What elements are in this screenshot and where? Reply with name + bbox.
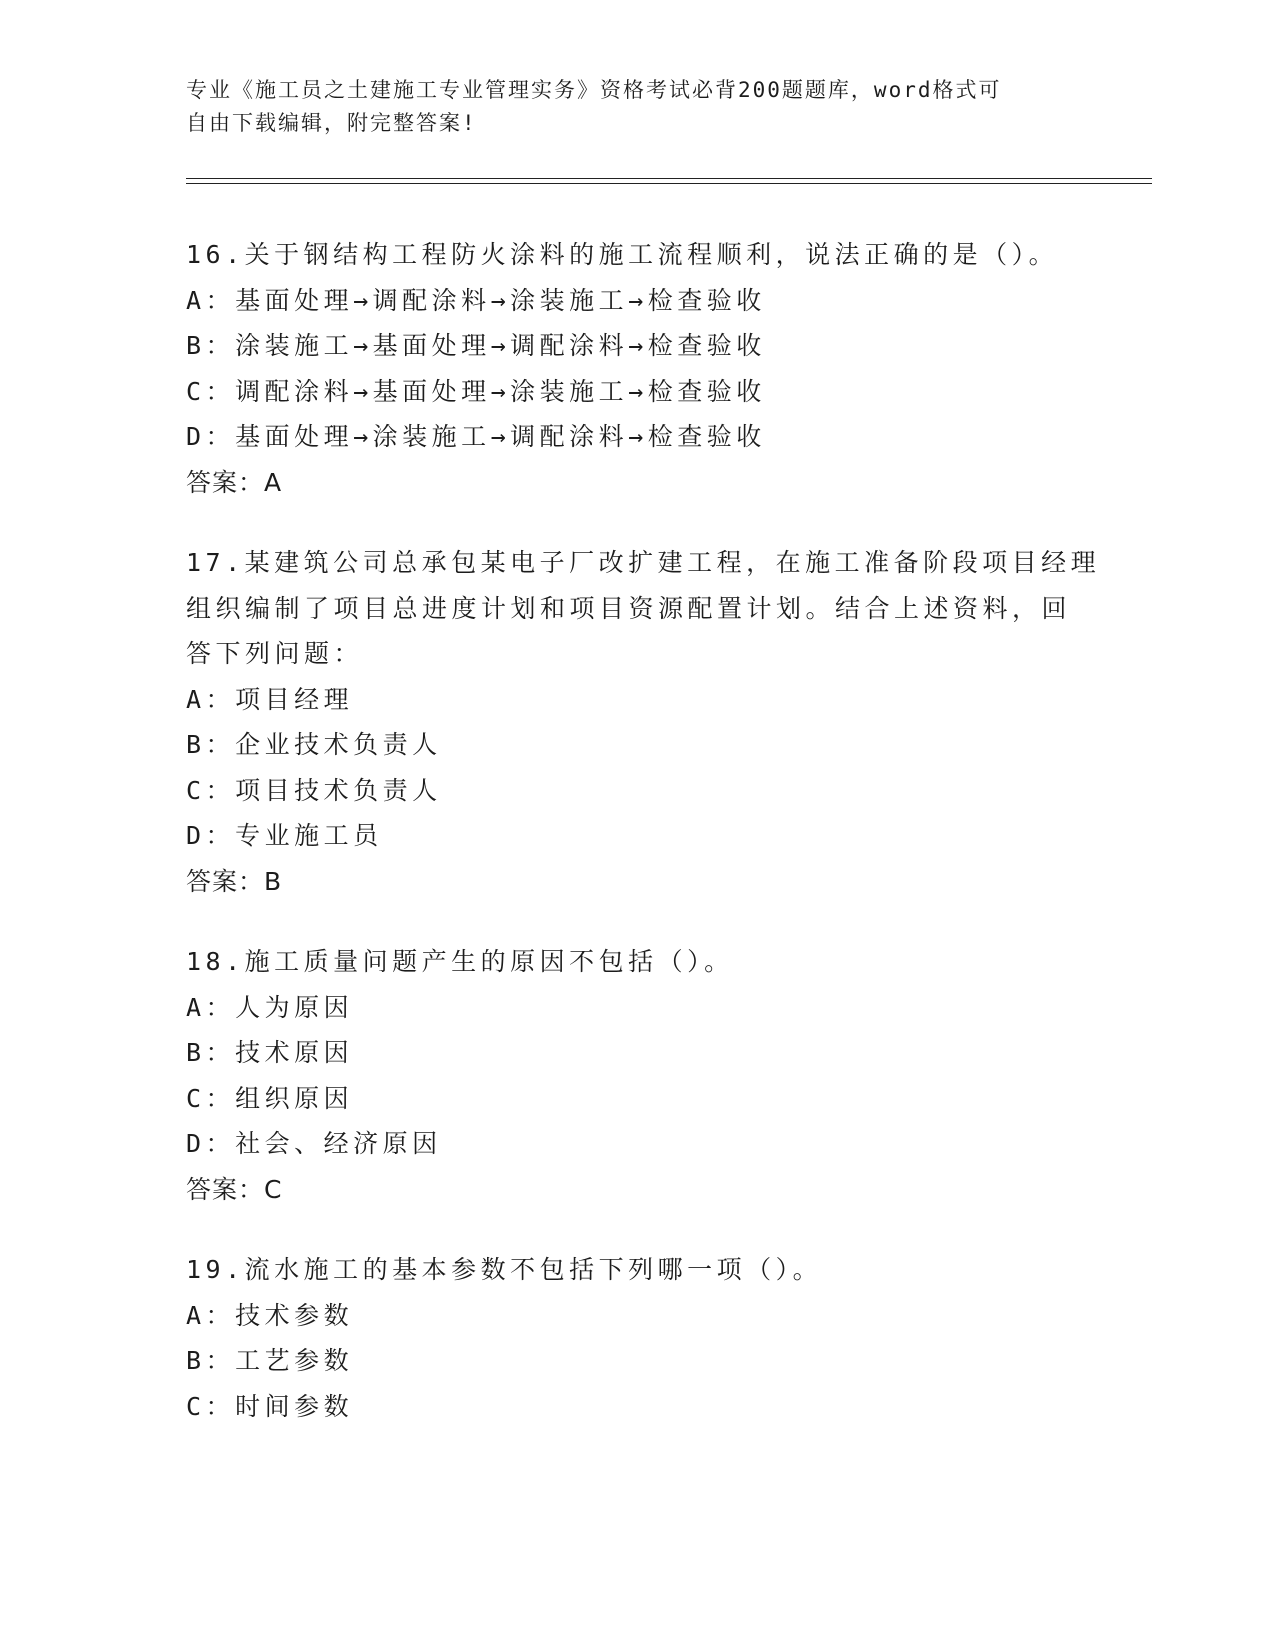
option-text: 社会、经济原因: [235, 1129, 442, 1158]
question-option: [186, 1293, 1086, 1339]
header-divider: [186, 183, 1152, 184]
question-item: [186, 540, 1101, 904]
option-key: C：: [186, 1391, 236, 1421]
question-stem: 16.关于钢结构工程防火涂料的施工流程顺利，说法正确的是（）。: [186, 240, 1059, 269]
question-option: [186, 1076, 1086, 1122]
header-line: 自由下载编辑，附完整答案!: [186, 111, 477, 135]
option-key: A：: [186, 684, 236, 714]
header-divider: [186, 178, 1152, 179]
option-key: C：: [186, 1083, 236, 1113]
option-text: 时间参数: [235, 1391, 354, 1421]
question-option: [186, 722, 1086, 768]
question-stem: 组织编制了项目总进度计划和项目资源配置计划。结合上述资料，回: [186, 593, 1072, 623]
option-key: C：: [186, 775, 236, 805]
option-text: 组织原因: [235, 1083, 354, 1113]
option-text: 企业技术负责人: [235, 730, 442, 759]
question-option: [186, 1030, 1086, 1076]
question-option: [186, 369, 1086, 415]
option-text: 技术参数: [235, 1300, 354, 1330]
option-text: 基面处理→涂装施工→调配涂料→检查验收: [235, 422, 766, 451]
answer-label: 答案：A: [186, 467, 283, 497]
question-stem: 答下列问题：: [186, 639, 364, 668]
option-text: 人为原因: [235, 992, 354, 1022]
option-text: 专业施工员: [235, 821, 383, 850]
question-option: [186, 985, 1086, 1031]
question-option: [186, 1384, 1086, 1430]
header-line: 专业《施工员之土建施工专业管理实务》资格考试必背200题题库，word格式可: [186, 78, 1002, 102]
option-key: B：: [186, 1346, 236, 1375]
option-key: A：: [186, 992, 236, 1022]
option-key: A：: [186, 285, 236, 315]
question-stem: 18.施工质量问题产生的原因不包括（）。: [186, 947, 734, 976]
option-text: 调配涂料→基面处理→涂装施工→检查验收: [235, 376, 766, 406]
question-stem: 17.某建筑公司总承包某电子厂改扩建工程，在施工准备阶段项目经理: [186, 548, 1101, 577]
question-option: [186, 768, 1086, 814]
answer-label: 答案：C: [186, 1174, 283, 1204]
option-key: B：: [186, 730, 236, 759]
question-item: [186, 1247, 1086, 1429]
question-option: [186, 414, 1086, 460]
question-option: [186, 1121, 1086, 1167]
answer-label: 答案：B: [186, 866, 283, 896]
option-key: C：: [186, 376, 236, 406]
option-text: 项目技术负责人: [235, 775, 442, 805]
option-text: 项目经理: [235, 684, 354, 714]
option-text: 基面处理→调配涂料→涂装施工→检查验收: [235, 285, 766, 315]
option-key: A：: [186, 1300, 236, 1330]
question-option: [186, 278, 1086, 324]
option-key: D：: [186, 422, 236, 451]
question-list: [186, 232, 1101, 1464]
option-key: B：: [186, 331, 236, 360]
question-option: [186, 677, 1086, 723]
option-key: B：: [186, 1038, 236, 1067]
option-text: 技术原因: [235, 1038, 354, 1067]
question-item: [186, 939, 1086, 1212]
question-option: [186, 1338, 1086, 1384]
option-key: D：: [186, 1129, 236, 1158]
option-key: D：: [186, 821, 236, 850]
question-option: [186, 323, 1086, 369]
question-item: [186, 232, 1086, 505]
question-option: [186, 813, 1086, 859]
document-header: [186, 74, 1076, 140]
question-stem: 19.流水施工的基本参数不包括下列哪一项（）。: [186, 1255, 823, 1284]
option-text: 工艺参数: [235, 1346, 354, 1375]
option-text: 涂装施工→基面处理→调配涂料→检查验收: [235, 331, 766, 360]
